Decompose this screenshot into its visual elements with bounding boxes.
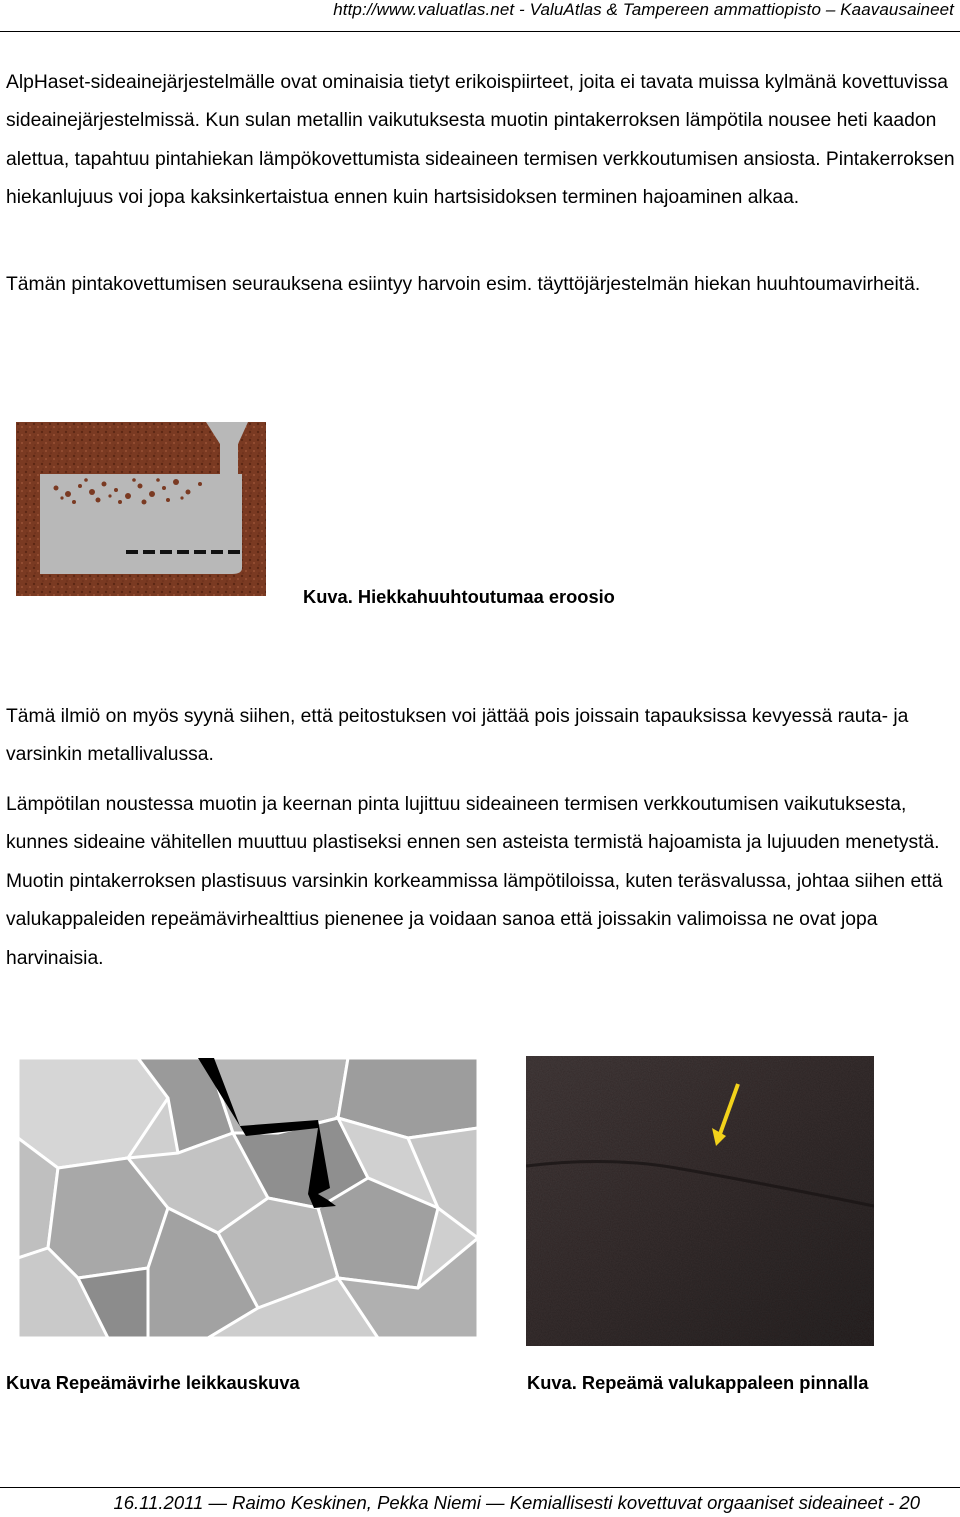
paragraph-alphaset-properties: AlpHaset-sideainejärjestelmälle ovat ominaisia tietyt erikoispiirteet, joita ei tavata muissa kylmänä kovettuvissa sideainejärjestelmissä. Kun sulan metallin vaikutuksesta muotin pintakerroksen lämpötila nousee heti kaadon alettua, tapahtuu pintahiekan lämpökovettumista sideaineen termisen verkkoutumisen ansiosta. Pintakerroksen hiekanlujuus voi jopa kaksinkertaistua ennen kuin hartsisidoksen terminen hajoaminen alkaa. xyxy=(6,72,955,209)
caption-erosion: Kuva. Hiekkahuuhtoutumaa eroosio xyxy=(303,586,615,607)
casting-surface xyxy=(526,1056,874,1346)
paragraph-coating-omission: Tämä ilmiö on myös syynä siihen, että peitostuksen voi jättää pois joissain tapauksissa kevyessä rauta- ja varsinkin metallivalussa. xyxy=(6,706,909,766)
header-rule xyxy=(0,31,960,32)
grain-structure xyxy=(18,1058,478,1338)
page-header: http://www.valuatlas.net - ValuAtlas & Tampereen ammattiopisto – Kaavausaineet xyxy=(333,0,954,19)
crack-cross-section-figure xyxy=(18,1058,478,1338)
paragraph-plasticity: Lämpötilan noustessa muotin ja keernan pinta lujittuu sideaineen termisen verkkoutumisen vaikutuksesta, kunnes sideaine vähitellen muuttuu plastiseksi ennen sen asteista termistä hajoamista ja lujuuden menetystä. Muotin pintakerroksen plastisuus varsinkin korkeammissa lämpötiloissa, kuten teräsvalussa, johtaa siihen että valukappaleiden repeämävirhealttius pienenee ja voidaan sanoa että joissakin valimoissa ne ovat jopa harvinaisia. xyxy=(6,794,943,969)
footer-rule xyxy=(0,1487,960,1488)
paragraph-surface-hardening: Tämän pintakovettumisen seurauksena esiintyy harvoin esim. täyttöjärjestelmän hiekan huuhtoumavirheitä. xyxy=(6,274,921,295)
page-footer: 16.11.2011 ― Raimo Keskinen, Pekka Niemi ― Kemiallisesti kovettuvat orgaaniset sideaineet - 20 xyxy=(113,1492,920,1513)
casting-cavity xyxy=(40,474,242,574)
caption-crack-surface: Kuva. Repeämä valukappaleen pinnalla xyxy=(527,1372,869,1393)
crack-surface-photo xyxy=(526,1056,874,1346)
caption-crack-section: Kuva Repeämävirhe leikkauskuva xyxy=(6,1372,300,1393)
sand-erosion-figure xyxy=(16,422,266,596)
